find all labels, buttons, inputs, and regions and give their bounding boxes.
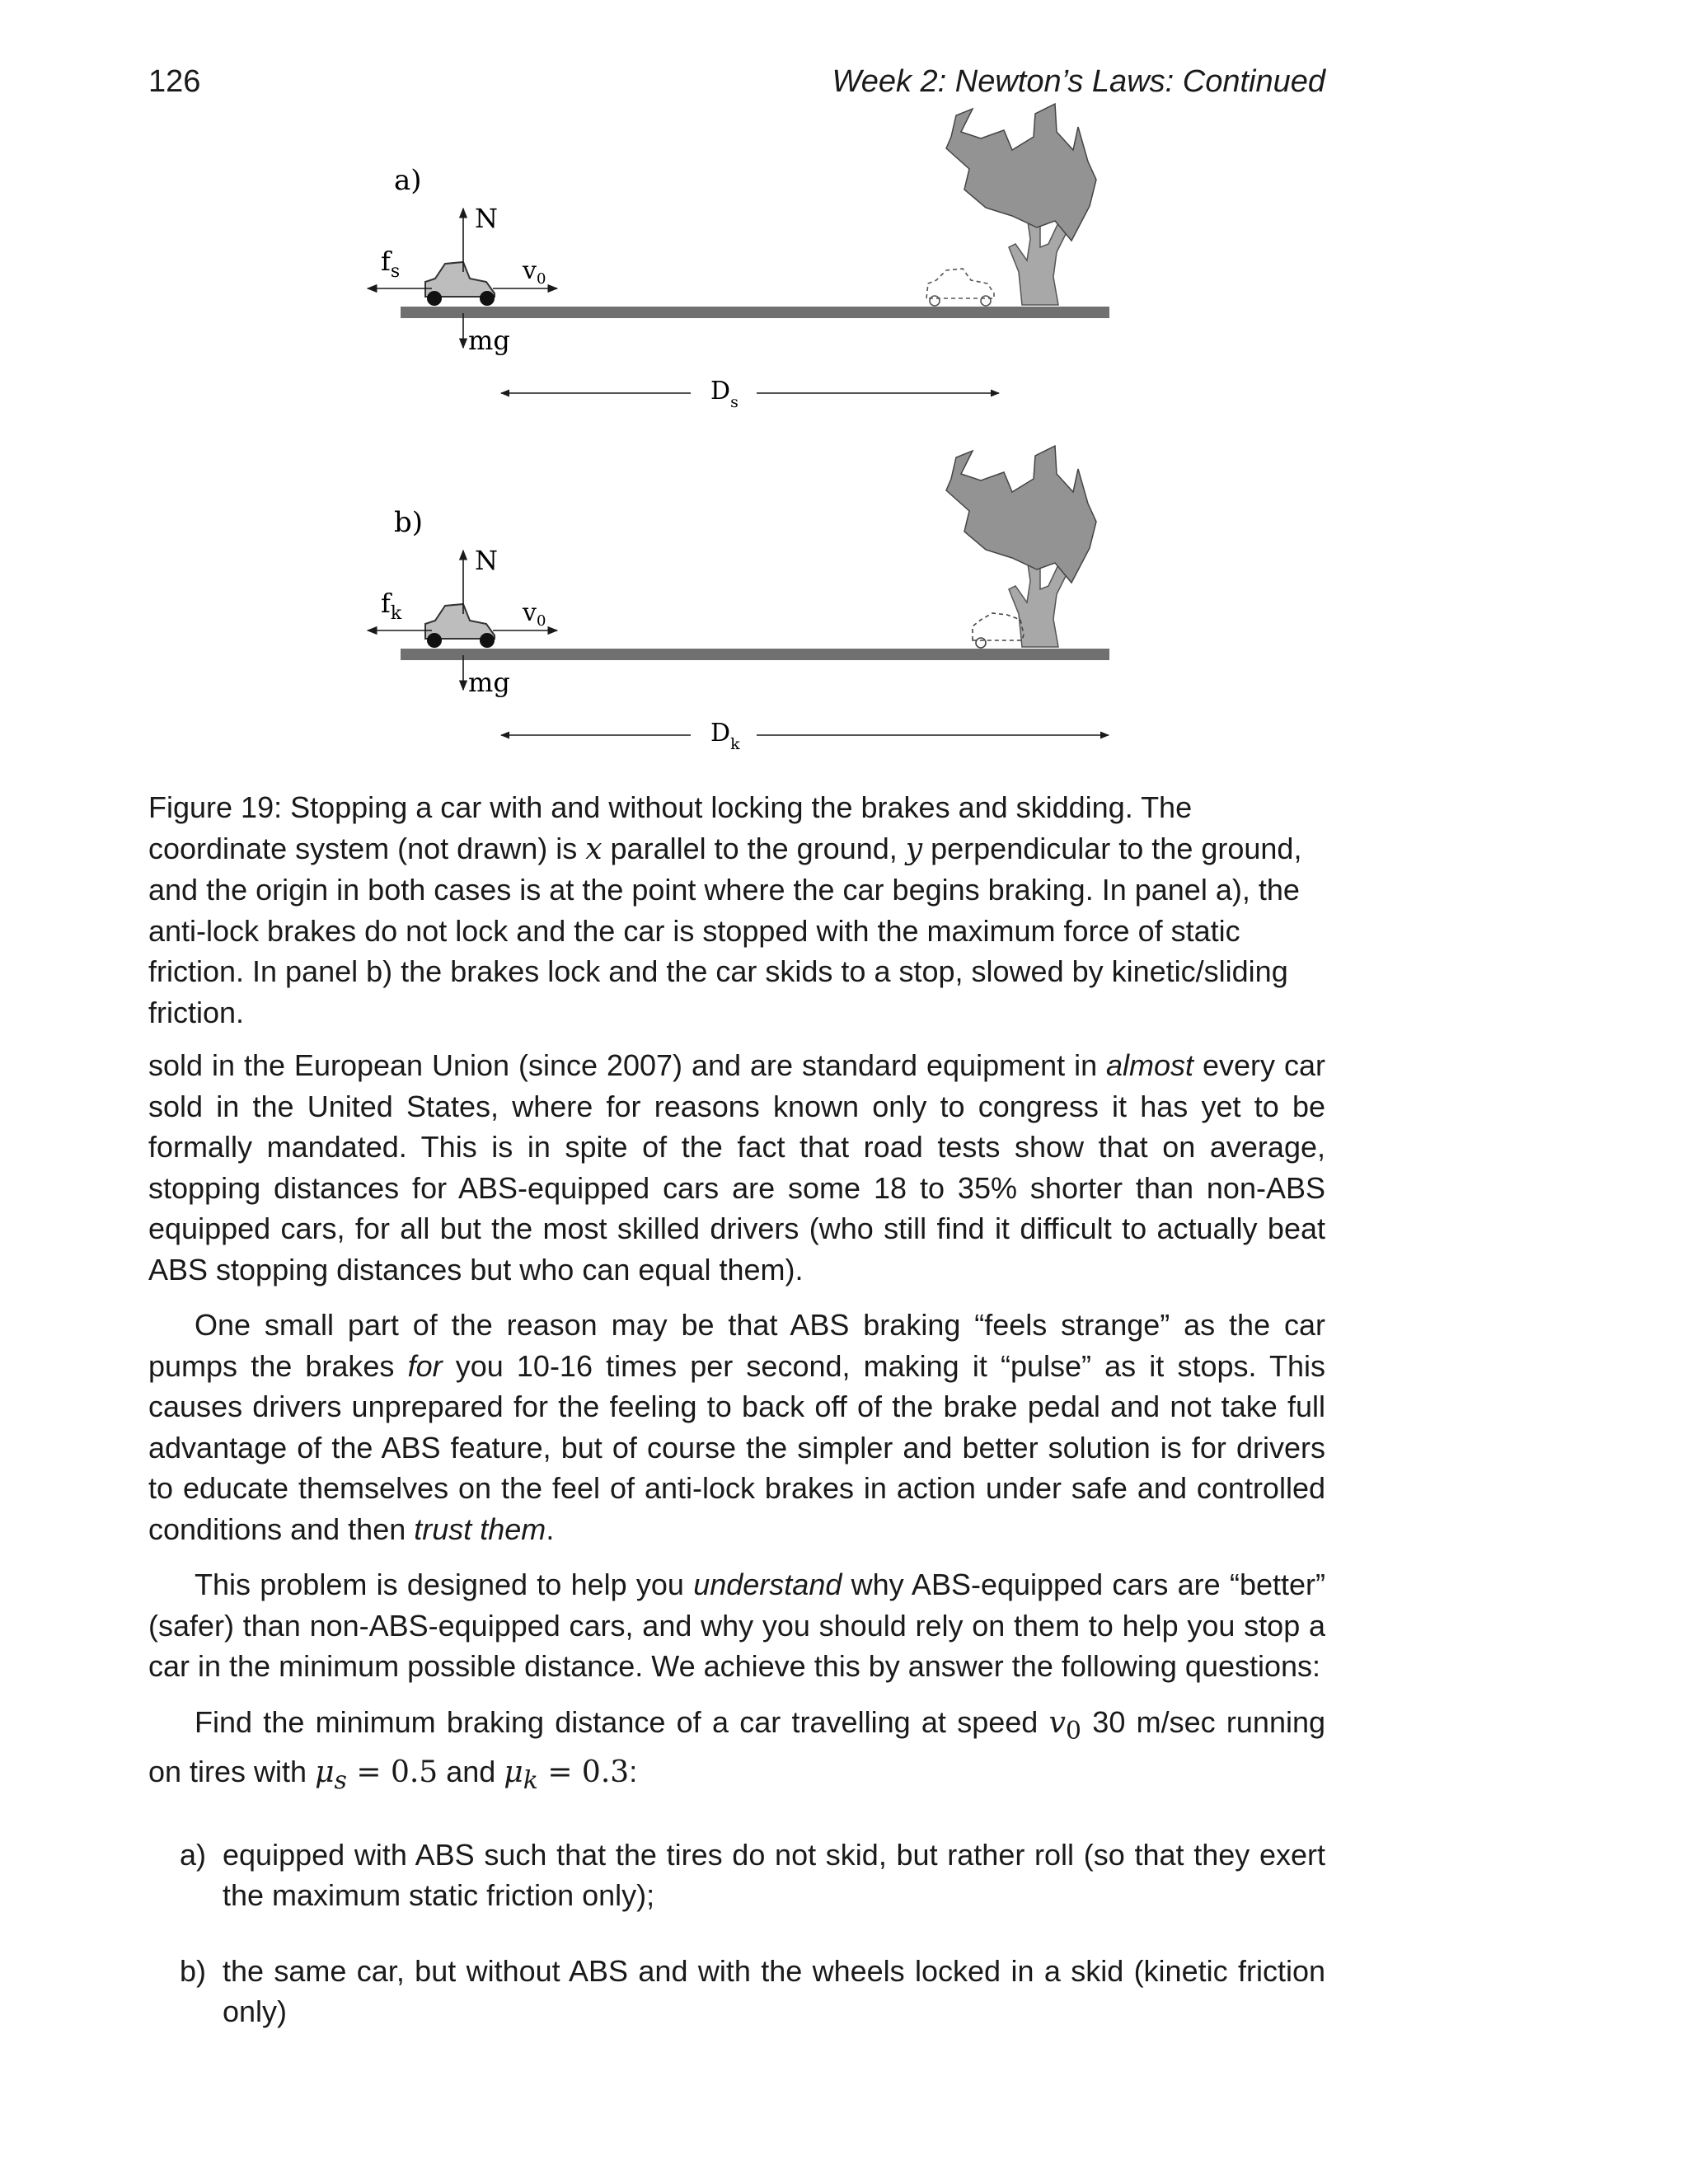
panel-a-wheel — [427, 291, 442, 306]
question-list — [148, 1835, 1325, 2032]
panel-b-velocity-label: $v_0$ — [523, 598, 546, 630]
panel-b-wheel — [480, 633, 495, 648]
panel-b-weight-label: mg — [468, 667, 510, 698]
panel-a-velocity-label: $v_0$ — [523, 256, 546, 288]
panel-a-normal-label: N — [475, 203, 498, 234]
panel-b-car — [425, 604, 495, 648]
paragraph: One small part of the reason may be that ABS braking “feels strange” as the car pumps the brakes for you 10-16 times per second, making it “pulse” as it stops. This causes drivers unprepared for the feeling to back off of the brake pedal and not take full advantage of the ABS feature, but of course the simpler and better solution is for drivers to educate themselves on the feel of anti-lock brakes in action under safe and controlled conditions and then trust them. — [148, 1308, 1325, 1546]
page-number: 126 — [148, 64, 201, 99]
panel-a-label: a) — [394, 164, 422, 197]
list-item — [148, 1951, 1325, 2032]
list-item-label: a) — [180, 1837, 207, 1872]
panel-a-distance-label: $D_s$ — [710, 377, 738, 411]
panel-b-normal-label: N — [475, 545, 498, 576]
list-item-label: b) — [180, 1953, 207, 1988]
list-item-text: the same car, but without ABS and with the wheels locked in a skid (kinetic friction only) — [223, 1953, 1325, 2029]
panel-a — [368, 104, 1109, 411]
panel-a-ghost-car — [926, 269, 994, 306]
body-text — [148, 1045, 1325, 2067]
list-item — [148, 1835, 1325, 1916]
panel-a-road — [401, 307, 1109, 318]
paragraph: Find the minimum braking distance of a car travelling at speed $v_0$ 30 m/sec running on tires with $\mu_s = 0.5$ and $\mu_k = 0.3$: — [148, 1704, 1326, 1796]
running-title: Week 2: Newton’s Laws: Continued — [832, 64, 1325, 99]
panel-b-label: b) — [394, 506, 424, 539]
panel-a-wheel — [480, 291, 495, 306]
panel-b-tree — [946, 446, 1096, 647]
panel-b-distance-label: $D_k$ — [710, 719, 740, 753]
panel-a-tree — [946, 104, 1096, 305]
panel-b — [368, 446, 1109, 753]
figure-19-diagram — [0, 0, 1688, 783]
panel-a-weight-label: mg — [468, 325, 510, 356]
panel-b-friction-label: $f_k$ — [381, 588, 402, 624]
panel-b-ghost-car — [973, 613, 1024, 648]
panel-b-road — [401, 649, 1109, 660]
paragraph: This problem is designed to help you understand why ABS-equipped cars are “better” (safer) than non-ABS-equipped cars, and why you should rely on them to help you stop a car in the minimum possible distance. We achieve this by answer the following questions: — [148, 1568, 1325, 1683]
panel-a-friction-label: $f_s$ — [381, 246, 401, 282]
figure-caption: Figure 19: Stopping a car with and without locking the brakes and skidding. The coordinate system (not drawn) is x parallel to the ground, y perpendicular to the ground, and the origin in both cases is at the point where the car begins braking. In panel a), the anti-lock brakes do not lock and the car is stopped with the maximum force of static friction. In panel b) the brakes lock and the car skids to a stop, slowed by kinetic/sliding friction. — [148, 790, 1302, 1029]
list-item-text: equipped with ABS such that the tires do not skid, but rather roll (so that they exert the maximum static friction only); — [223, 1837, 1325, 1913]
paragraph: sold in the European Union (since 2007) and are standard equipment in almost every car sold in the United States, where for reasons known only to congress it has yet to be formally mandated. This is in spite of the fact that road tests show that on average, stopping distances for ABS-equipped cars are some 18 to 35% shorter than non-ABS equipped cars, for all but the most skilled drivers (who still find it difficult to actually beat ABS stopping distances but who can equal them). — [148, 1048, 1325, 1286]
panel-b-wheel — [427, 633, 442, 648]
panel-a-car — [425, 262, 495, 306]
